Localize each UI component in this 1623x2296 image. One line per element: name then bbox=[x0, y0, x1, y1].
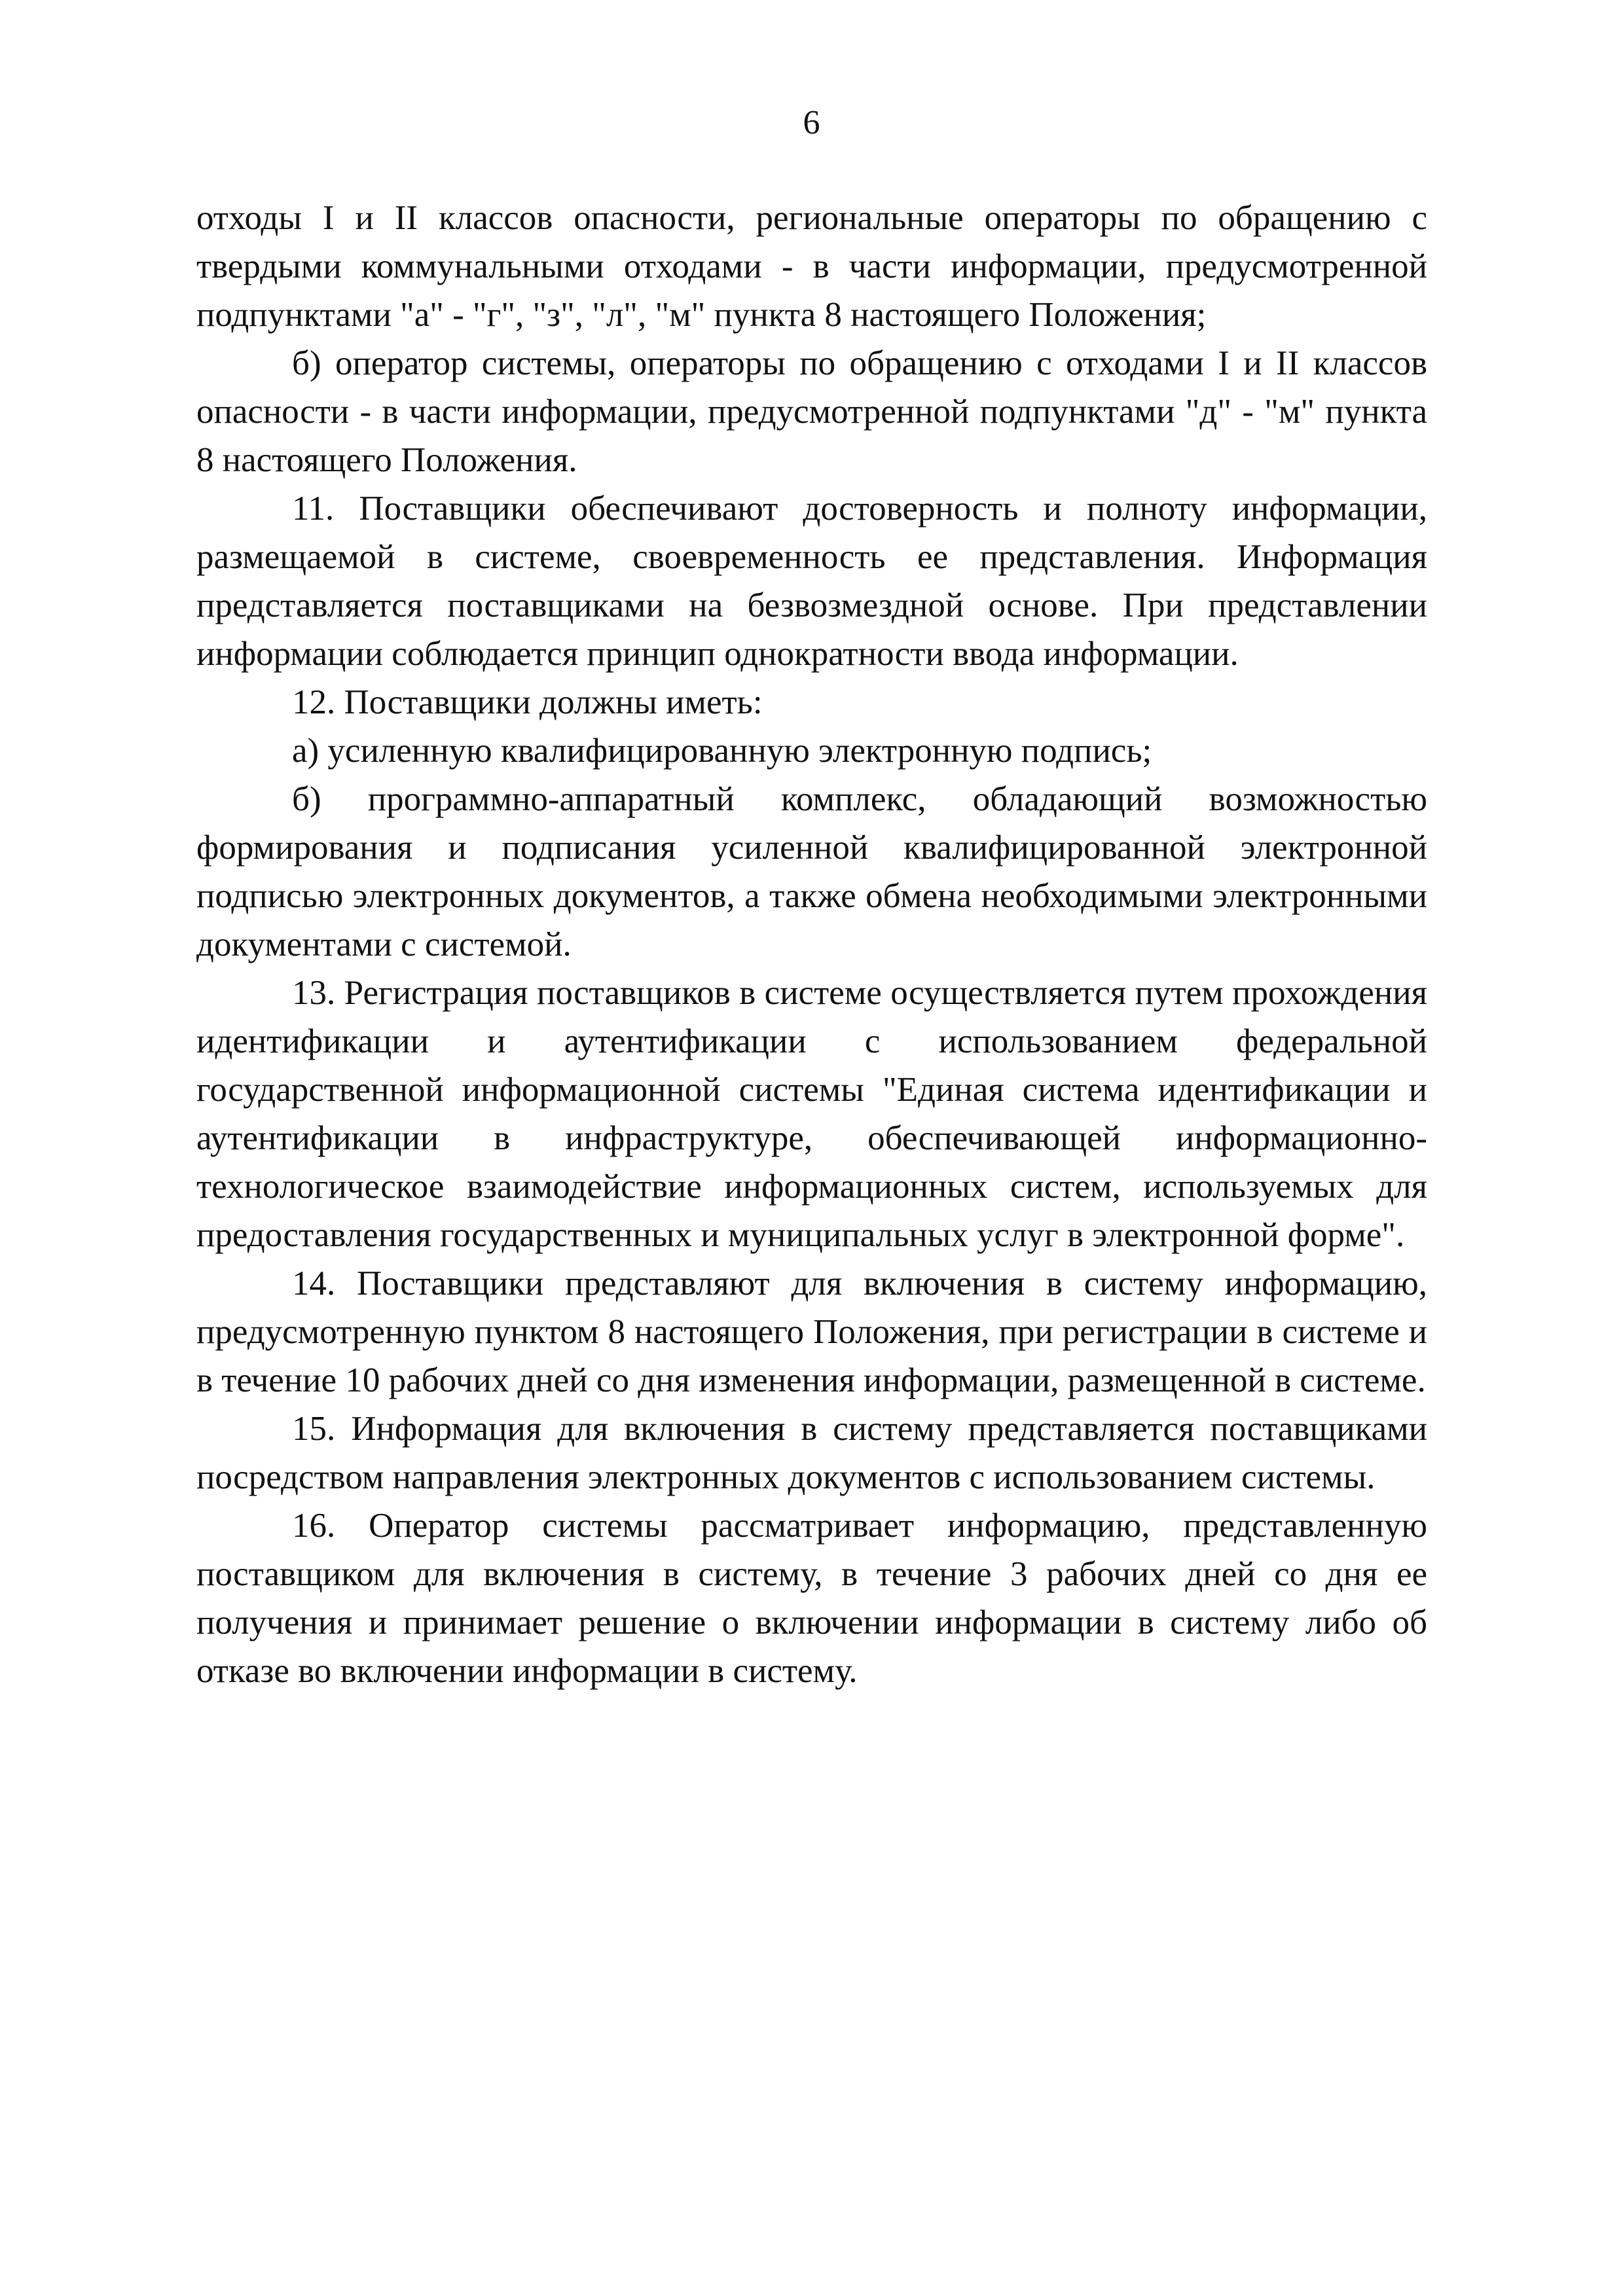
paragraph-subitem-b-operator: б) оператор системы, операторы по обращению с отходами I и II классов опасности - в части информации, предусмотренной подпунктами "д" - "м" пункта 8 настоящего Положения. bbox=[196, 344, 1427, 479]
paragraph-item-13: 13. Регистрация поставщиков в системе осуществляется путем прохождения идентификации и аутентификации с использованием федеральной государственной информационной системы "Единая система идентификации и аутентификации в инфраструктуре, обеспечивающей информационно-технологическое взаимодействие информационных систем, используемых для предоставления государственных и муниципальных услуг в электронной форме". bbox=[196, 974, 1427, 1254]
paragraph-item-14: 14. Поставщики представляют для включения в систему информацию, предусмотренную пунктом 8 настоящего Положения, при регистрации в системе и в течение 10 рабочих дней со дня изменения информации, размещенной в системе. bbox=[196, 1265, 1427, 1399]
paragraph-item-12: 12. Поставщики должны иметь: bbox=[292, 683, 763, 721]
paragraph-item-11: 11. Поставщики обеспечивают достоверность и полноту информации, размещаемой в системе, своевременность ее представления. Информация представляется поставщиками на безвозмездной основе. При представлении информации соблюдается принцип однократности ввода информации. bbox=[196, 490, 1427, 673]
paragraph-item-15: 15. Информация для включения в систему представляется поставщиками посредством направления электронных документов с использованием системы. bbox=[196, 1410, 1427, 1496]
paragraph-item-16: 16. Оператор системы рассматривает информацию, представленную поставщиком для включения в систему, в течение 3 рабочих дней со дня ее получения и принимает решение о включении информации в систему либо об отказе во включении информации в систему. bbox=[196, 1507, 1427, 1690]
document-body bbox=[196, 194, 1427, 1695]
page-number: 6 bbox=[803, 104, 820, 141]
paragraph-subitem-a-signature: а) усиленную квалифицированную электронную подпись; bbox=[292, 732, 1152, 770]
paragraph-continuation: отходы I и II классов опасности, региональные операторы по обращению с твердыми коммунальными отходами - в части информации, предусмотренной подпунктами "а" - "г", "з", "л", "м" пункта 8 настоящего Положения; bbox=[196, 199, 1427, 334]
paragraph-subitem-b-complex: б) программно-аппаратный комплекс, обладающий возможностью формирования и подписания усиленной квалифицированной электронной подписью электронных документов, а также обмена необходимыми электронными документами с системой. bbox=[196, 780, 1427, 963]
